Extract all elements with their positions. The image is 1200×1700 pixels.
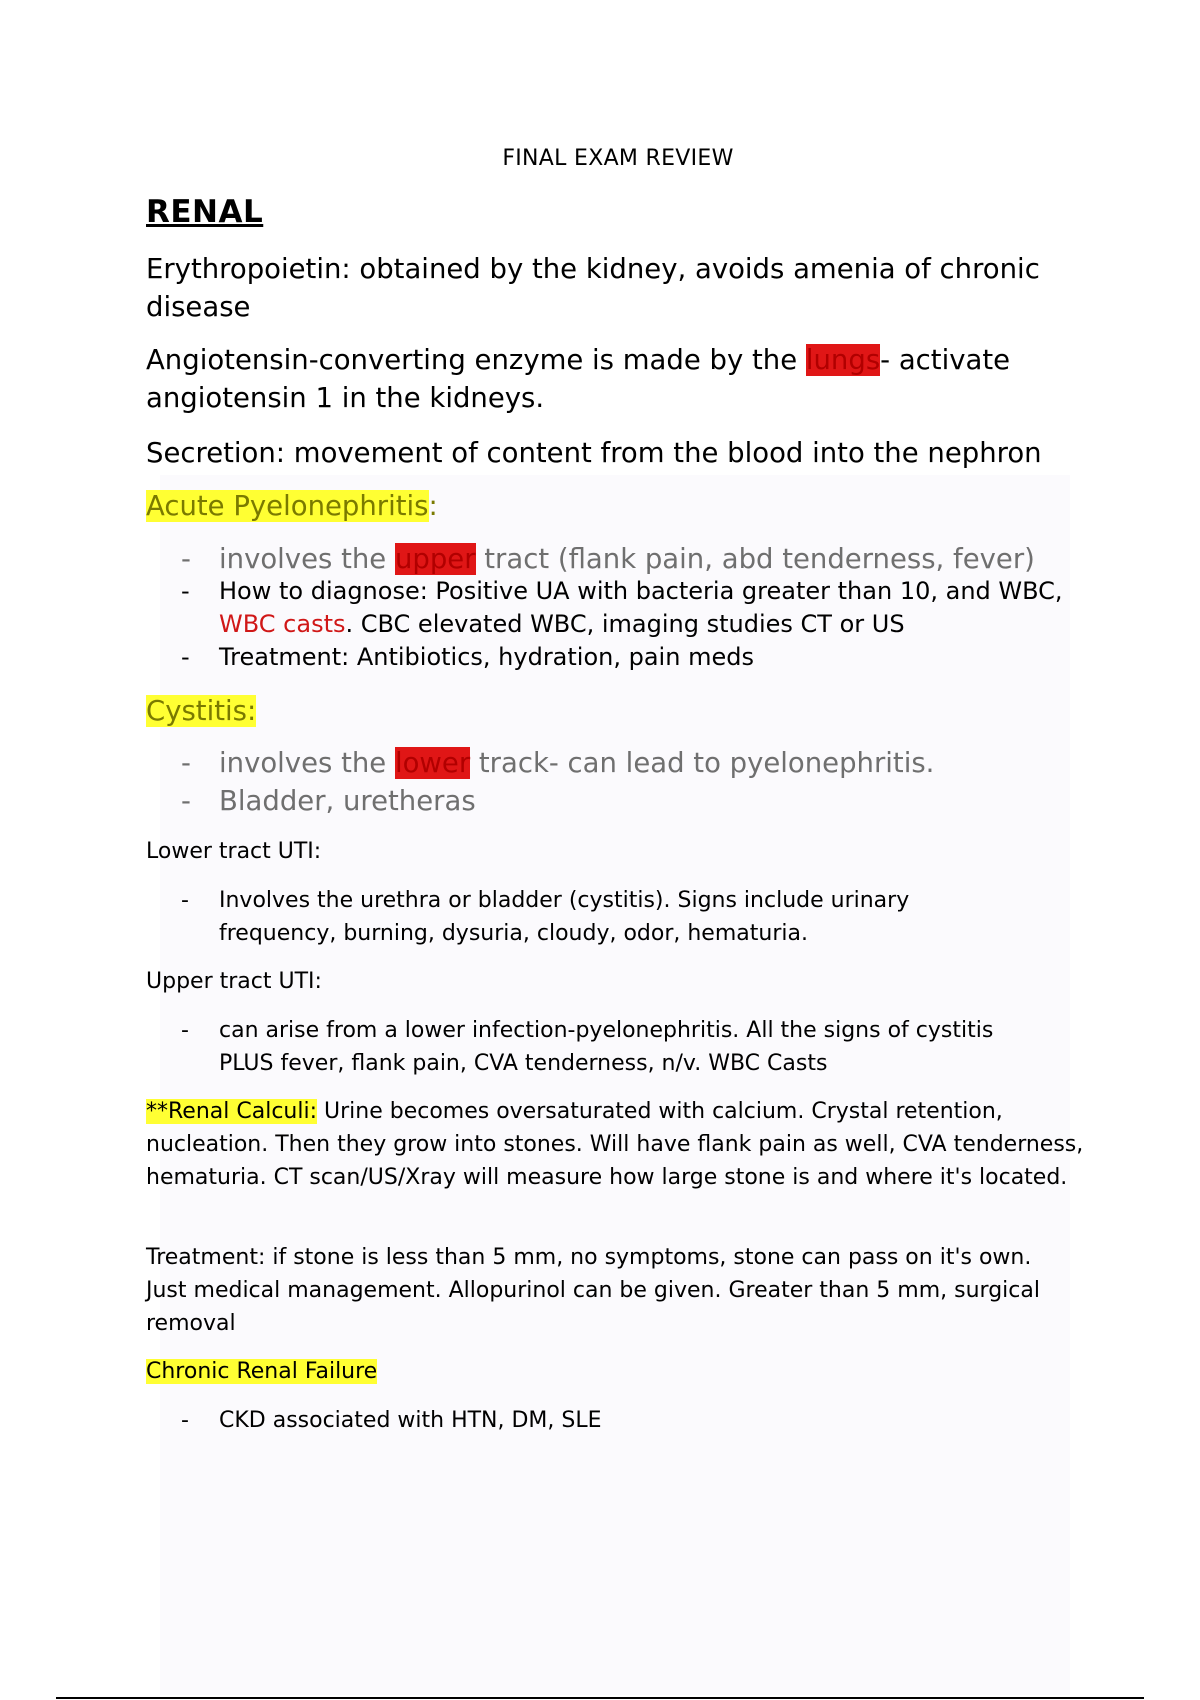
acute-pyelo-list [146, 540, 1106, 674]
cystitis-heading-text: Cystitis: [146, 695, 257, 727]
acute-pyelo-heading-text: Acute Pyelonephritis [146, 490, 429, 522]
section-heading-renal: RENAL [146, 194, 264, 230]
heading-chronic-renal-failure [146, 1355, 1106, 1388]
acute-pyelo-b2-before: How to diagnose: Positive UA with bacteria greater than 10, and WBC, [219, 577, 1063, 605]
heading-acute-pyelonephritis [146, 487, 1106, 525]
heading-upper-tract-uti: Upper tract UTI: [146, 969, 322, 994]
heading-lower-tract-uti: Lower tract UTI: [146, 839, 322, 864]
list-item [146, 744, 1106, 782]
bullet-dash: - [181, 577, 190, 605]
lower-uti-list [146, 884, 1106, 950]
bullet-dash: - [181, 643, 190, 671]
list-item [146, 1404, 1106, 1437]
paragraph-renal-calculi-treatment: Treatment: if stone is less than 5 mm, no symptoms, stone can pass on it's own. Just medical management. Allopurinol can be given. Greater than 5 mm, surgical removal [146, 1245, 1040, 1336]
bullet-dash: - [181, 543, 191, 575]
bullet-dash: - [181, 1408, 189, 1433]
acute-pyelo-b3: Treatment: Antibiotics, hydration, pain meds [219, 643, 754, 671]
list-item [146, 641, 1106, 674]
list-item [146, 884, 1106, 950]
list-item [146, 540, 1106, 578]
upper-uti-list [146, 1014, 1106, 1080]
bullet-dash: - [181, 747, 191, 779]
lower-uti-b1: Involves the urethra or bladder (cystitis). Signs include urinary frequency, burning, dysuria, cloudy, odor, hematuria. [219, 888, 910, 946]
paragraph-ace [146, 341, 1106, 417]
heading-cystitis [146, 692, 1106, 730]
list-item [146, 782, 1106, 820]
upper-uti-b1: can arise from a lower infection-pyelonephritis. All the signs of cystitis PLUS fever, flank pain, CVA tenderness, n/v. WBC Casts [219, 1018, 994, 1076]
crf-heading-text: Chronic Renal Failure [146, 1359, 378, 1384]
bullet-dash: - [181, 785, 191, 817]
renal-calculi-heading: **Renal Calculi: [146, 1099, 317, 1124]
crf-list [146, 1404, 1106, 1437]
paragraph-erythropoietin: Erythropoietin: obtained by the kidney, avoids amenia of chronic disease [146, 253, 1040, 323]
document-title: FINAL EXAM REVIEW [502, 146, 734, 171]
renal-calculi-text: Urine becomes oversaturated with calcium. Crystal retention, nucleation. Then they grow into stones. Will have flank pain as well, CVA tenderness, hematuria. CT scan/US/Xray will measure how large stone is and where it's located. [146, 1099, 1084, 1190]
bullet-dash: - [181, 1018, 189, 1043]
cystitis-b1-after: track- can lead to pyelonephritis. [470, 747, 935, 779]
cystitis-b2: Bladder, uretheras [219, 785, 476, 817]
bullet-dash: - [181, 888, 189, 913]
ace-text-before: Angiotensin-converting enzyme is made by the [146, 344, 806, 376]
cystitis-b1-highlight: lower [394, 747, 471, 779]
acute-pyelo-b2-red: WBC casts [219, 610, 346, 638]
cystitis-list [146, 744, 1106, 820]
paragraph-renal-calculi [146, 1095, 1096, 1194]
crf-b1: CKD associated with HTN, DM, SLE [219, 1408, 602, 1433]
list-item [146, 575, 1106, 641]
ace-highlight-lungs: lungs [805, 344, 881, 376]
paragraph-secretion: Secretion: movement of content from the blood into the nephron [146, 437, 1042, 469]
acute-pyelo-colon: : [428, 490, 438, 522]
cystitis-b1-before: involves the [219, 747, 395, 779]
ace-text-after: - activate angiotensin 1 in the kidneys. [146, 344, 1011, 414]
acute-pyelo-b1-before: involves the [219, 543, 395, 575]
acute-pyelo-b1-highlight: upper [394, 543, 476, 575]
list-item [146, 1014, 1106, 1080]
footer-rule [56, 1697, 1144, 1699]
acute-pyelo-b1-after: tract (flank pain, abd tenderness, fever) [475, 543, 1035, 575]
acute-pyelo-b2-after: . CBC elevated WBC, imaging studies CT or US [345, 610, 905, 638]
